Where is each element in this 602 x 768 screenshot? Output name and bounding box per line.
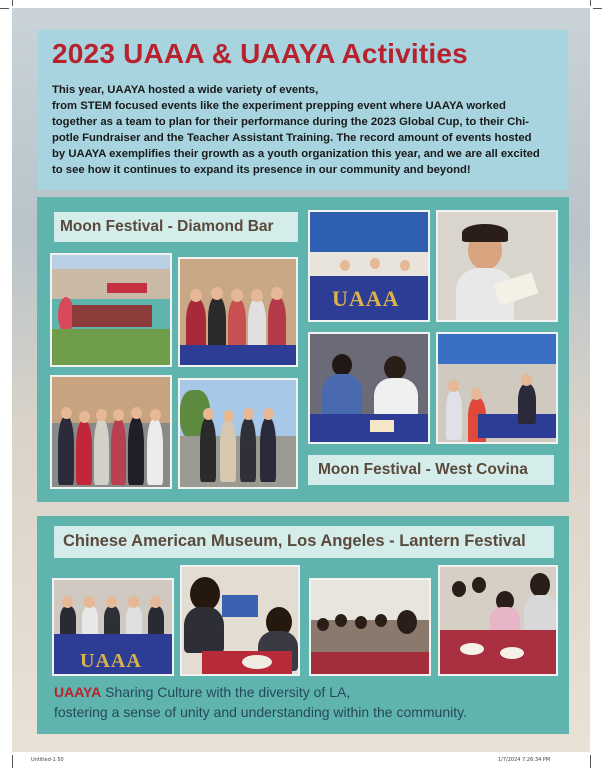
label-chinese-american-museum: Chinese American Museum, Los Angeles - Lantern Festival: [54, 526, 554, 558]
photo-museum-group: [52, 578, 174, 676]
photo-diamond-bar-volunteers: [178, 257, 298, 367]
crop-mark: [12, 0, 13, 6]
intro-line: together as a team to plan for their performance during the 2023 Global Cup, to their Chi-: [52, 116, 530, 128]
caption-line2: fostering a sense of unity and understanding within the community.: [54, 704, 467, 720]
intro-line: to see how it continues to expand its presence in our community and beyond!: [52, 164, 471, 176]
intro-line: This year, UAAYA hosted a wide variety of events,: [52, 84, 319, 96]
crop-mark: [0, 8, 9, 9]
label-moon-festival-diamond-bar: Moon Festival - Diamond Bar: [54, 212, 298, 242]
header-panel: [38, 30, 568, 190]
caption-line1: Sharing Culture with the diversity of LA,: [101, 684, 351, 700]
print-slug-right: 1/7/2024 7:26:34 PM: [498, 757, 551, 763]
crop-mark: [12, 755, 13, 768]
crop-mark: [593, 8, 602, 9]
label-moon-festival-west-covina: Moon Festival - West Covina: [308, 455, 554, 485]
intro-line: from STEM focused events like the experiment prepping event where UAAYA worked: [52, 100, 506, 112]
lantern-festival-caption: [54, 682, 564, 722]
photo-face-painting: [436, 210, 558, 322]
photo-museum-table-row: [309, 578, 431, 676]
intro-paragraph: [52, 82, 554, 178]
photo-kids-tables: [436, 332, 558, 444]
photo-kids-crafting: [308, 332, 430, 444]
photo-diamond-bar-stage: [50, 253, 172, 367]
crop-mark: [590, 0, 591, 6]
uaaa-banner-text: UAAA: [80, 650, 142, 672]
photo-museum-crafting-girls: [180, 565, 300, 676]
page-title: 2023 UAAA & UAAYA Activities: [52, 38, 468, 69]
print-slug-left: Untitled-1 50: [31, 757, 64, 763]
intro-line: by UAAYA exemplifies their growth as a youth organization this year, and we are all excited: [52, 148, 540, 160]
intro-line: potle Fundraiser and the Teacher Assistant Training. The record amount of events hosted: [52, 132, 532, 144]
crop-mark: [590, 755, 591, 768]
photo-diamond-bar-group: [50, 375, 172, 489]
photo-diamond-bar-outdoor: [178, 378, 298, 489]
photo-west-covina-booth: [308, 210, 430, 322]
uaaa-banner-text: UAAA: [332, 286, 400, 311]
caption-brand: UAAYA: [54, 684, 102, 700]
photo-museum-painting: [438, 565, 558, 676]
